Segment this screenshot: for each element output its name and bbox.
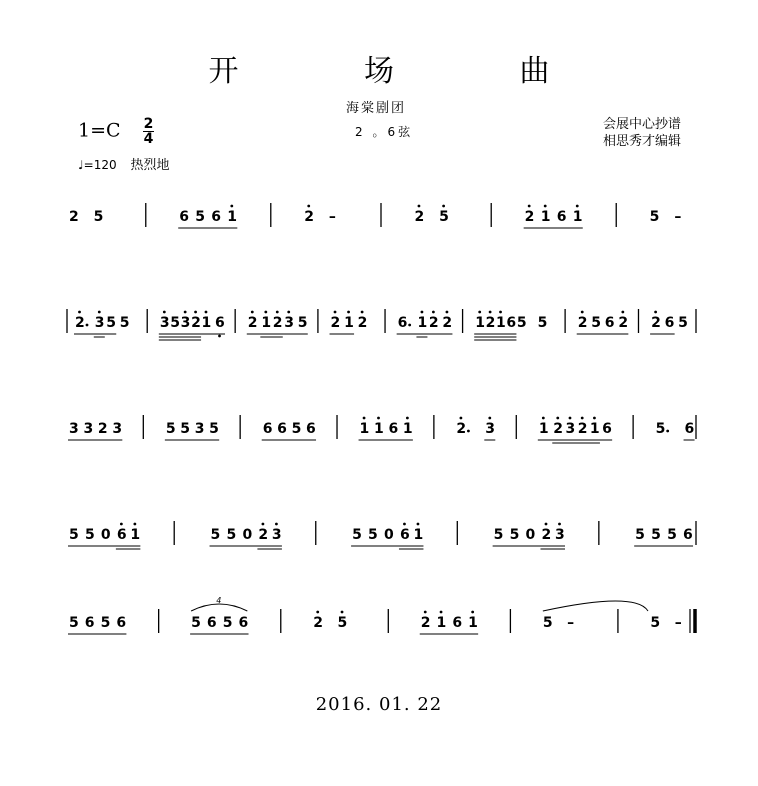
octave-dot-up	[403, 523, 406, 526]
note: 6	[506, 315, 517, 331]
note: 2	[420, 615, 431, 631]
note: 2	[247, 315, 258, 331]
note: 3	[555, 527, 565, 543]
note: 6	[211, 209, 222, 225]
note: 2	[97, 421, 108, 437]
octave-dot-up	[205, 311, 208, 314]
note: 2	[442, 315, 453, 331]
octave-dot-up	[569, 417, 572, 420]
octave-dot-up	[460, 417, 463, 420]
note: 6	[388, 421, 399, 437]
note: 5	[195, 209, 205, 225]
note: 1	[540, 209, 551, 225]
note: 5	[119, 315, 130, 331]
octave-dot-up	[307, 205, 310, 208]
octave-dot-up	[581, 311, 584, 314]
note: 1	[496, 315, 506, 331]
tuplet-slur	[191, 604, 247, 611]
note: 5	[635, 527, 645, 543]
note: 6	[397, 315, 408, 331]
note: 5	[516, 315, 527, 331]
note: 6	[399, 527, 410, 543]
time-sig-top: 2	[143, 116, 154, 132]
note: 5	[222, 615, 233, 631]
sustain-dash: –	[674, 615, 682, 631]
note: 5	[368, 527, 378, 543]
note: 3	[284, 315, 294, 331]
note: 1	[201, 315, 212, 331]
octave-dot-up	[440, 611, 443, 614]
octave-dot-up	[542, 417, 545, 420]
time-sig-bottom: 4	[143, 131, 154, 147]
octave-dot-up	[120, 523, 123, 526]
note: 1	[344, 315, 354, 331]
octave-dot-up	[251, 311, 254, 314]
note: 3	[194, 421, 205, 437]
note: 1	[413, 527, 424, 543]
note: 6	[277, 421, 287, 437]
octave-dot-up	[194, 311, 197, 314]
page-title: 开 场 曲	[208, 54, 608, 89]
octave-dot-up	[488, 417, 491, 420]
octave-dot-up	[341, 611, 344, 614]
note: 5	[170, 315, 180, 331]
note: 1	[374, 421, 384, 437]
note: 5	[678, 315, 688, 331]
tuplet-label: 4	[216, 596, 222, 605]
octave-dot-up	[262, 523, 265, 526]
note: 3	[94, 315, 105, 331]
note: 6	[206, 615, 217, 631]
note: 6	[452, 615, 463, 631]
octave-dot-up	[478, 311, 481, 314]
note: 1	[468, 615, 478, 631]
octave-dot-up	[275, 523, 278, 526]
note: 3	[83, 421, 94, 437]
note: 2	[553, 421, 564, 437]
note: 2	[191, 315, 201, 331]
note: 6	[116, 527, 127, 543]
note: 5	[297, 315, 308, 331]
octave-dot-up	[377, 417, 380, 420]
octave-dot-up	[576, 205, 579, 208]
note: 5	[191, 615, 201, 631]
note: 1	[359, 421, 370, 437]
octave-dot-up	[287, 311, 290, 314]
octave-dot-up	[363, 417, 366, 420]
note: 0	[384, 527, 394, 543]
note: 6	[602, 421, 612, 437]
note: 6	[238, 615, 249, 631]
octave-dot-up	[424, 611, 427, 614]
date: 2016. 01. 22	[315, 694, 443, 715]
note: 6	[604, 315, 615, 331]
note: 5	[84, 527, 95, 543]
note: 5	[509, 527, 520, 543]
octave-dot-up	[361, 311, 364, 314]
octave-dot-up	[421, 311, 424, 314]
note: 5	[165, 421, 176, 437]
note: 1	[475, 315, 485, 331]
note: 2	[414, 209, 425, 225]
note: 2	[524, 209, 535, 225]
note: 3	[565, 421, 576, 437]
octave-dot-up	[432, 311, 435, 314]
octave-dot-up	[471, 611, 474, 614]
note: 2	[485, 315, 496, 331]
note: 2	[69, 209, 79, 225]
note: 2	[651, 315, 661, 331]
note: 5	[69, 615, 79, 631]
octave-dot-up	[276, 311, 279, 314]
note: 1	[402, 421, 413, 437]
note: 5	[69, 527, 79, 543]
note: 5	[106, 315, 116, 331]
note: 3	[112, 421, 123, 437]
note: 2	[272, 315, 283, 331]
note: 1	[538, 421, 549, 437]
augmentation-dot	[467, 430, 470, 433]
note: 5	[591, 315, 602, 331]
note: 1	[227, 209, 238, 225]
note: 2	[304, 209, 314, 225]
note: 2	[618, 315, 629, 331]
octave-dot-up	[163, 311, 166, 314]
note: 5	[180, 421, 191, 437]
note: 1	[261, 315, 272, 331]
note: 2	[313, 615, 323, 631]
note: 1	[417, 315, 428, 331]
note: 5	[209, 421, 219, 437]
note: 2	[330, 315, 341, 331]
augmentation-dot	[408, 324, 411, 327]
note: 2	[541, 527, 552, 543]
octave-dot-up	[545, 523, 548, 526]
note: 5	[655, 421, 666, 437]
sustain-dash: –	[567, 615, 575, 631]
octave-dot-up	[499, 311, 502, 314]
octave-dot-up	[446, 311, 449, 314]
note: 6	[684, 421, 695, 437]
note: 2	[357, 315, 368, 331]
octave-dot-up	[230, 205, 233, 208]
note: 5	[352, 527, 362, 543]
octave-dot-up	[581, 417, 584, 420]
note: 5	[667, 527, 677, 543]
octave-dot-up	[133, 523, 136, 526]
octave-dot-up	[264, 311, 267, 314]
note: 6	[683, 527, 693, 543]
note: 5	[93, 209, 104, 225]
note: 1	[589, 421, 600, 437]
octave-dot-up	[593, 417, 596, 420]
octave-dot-up	[558, 523, 561, 526]
note: 6	[664, 315, 675, 331]
note: 5	[100, 615, 111, 631]
note: 6	[179, 209, 189, 225]
octave-dot-up	[78, 311, 81, 314]
octave-dot-up	[98, 311, 101, 314]
troupe-name: 海棠剧团	[346, 101, 407, 116]
note: 6	[262, 421, 273, 437]
note: 2	[577, 421, 588, 437]
note: 1	[130, 527, 141, 543]
octave-dot-up	[654, 311, 657, 314]
note: 0	[525, 527, 536, 543]
tie-slur	[543, 601, 648, 611]
expression-mark: 热烈地	[130, 158, 170, 173]
note: 2	[456, 421, 467, 437]
note: 2	[428, 315, 439, 331]
note: 5	[337, 615, 348, 631]
octave-dot-up	[544, 205, 547, 208]
octave-dot-up	[184, 311, 187, 314]
note: 1	[572, 209, 583, 225]
note: 5	[542, 615, 553, 631]
note: 5	[291, 421, 302, 437]
octave-dot-up	[489, 311, 492, 314]
note: 0	[100, 527, 111, 543]
note: 6	[556, 209, 567, 225]
octave-dot-up	[406, 417, 409, 420]
note: 6	[116, 615, 127, 631]
note: 6	[306, 421, 316, 437]
note: 5	[493, 527, 504, 543]
note: 2	[258, 527, 269, 543]
octave-dot-up	[528, 205, 531, 208]
augmentation-dot	[86, 324, 89, 327]
octave-dot-up	[334, 311, 337, 314]
note: 5	[649, 209, 660, 225]
quarter-note-icon: ♩	[78, 158, 84, 172]
string-tuning: 2 。6弦	[355, 125, 414, 139]
note: 6	[215, 315, 225, 331]
note: 6	[84, 615, 95, 631]
octave-dot-up	[316, 611, 319, 614]
note: 3	[485, 421, 496, 437]
octave-dot-up	[442, 205, 445, 208]
note: 1	[436, 615, 447, 631]
note: 2	[75, 315, 85, 331]
note: 3	[271, 527, 282, 543]
tempo-bpm: =120	[83, 158, 117, 172]
octave-dot-up	[621, 311, 624, 314]
octave-dot-up	[556, 417, 559, 420]
octave-dot-down	[218, 335, 221, 338]
note: 3	[69, 421, 79, 437]
editor-credit: 相思秀才编辑	[603, 134, 682, 149]
note: 2	[577, 315, 588, 331]
note: 5	[210, 527, 221, 543]
transcriber-credit: 会展中心抄谱	[603, 117, 682, 132]
sustain-dash: –	[674, 209, 682, 225]
note: 5	[537, 315, 548, 331]
note: 5	[226, 527, 237, 543]
note: 3	[180, 315, 191, 331]
note: 5	[439, 209, 449, 225]
note: 0	[242, 527, 253, 543]
octave-dot-up	[347, 311, 350, 314]
note: 5	[650, 615, 661, 631]
note: 5	[651, 527, 661, 543]
augmentation-dot	[666, 430, 669, 433]
octave-dot-up	[417, 523, 420, 526]
octave-dot-up	[418, 205, 421, 208]
key-label: 1=C	[78, 119, 121, 142]
sustain-dash: –	[328, 209, 336, 225]
note: 3	[159, 315, 170, 331]
